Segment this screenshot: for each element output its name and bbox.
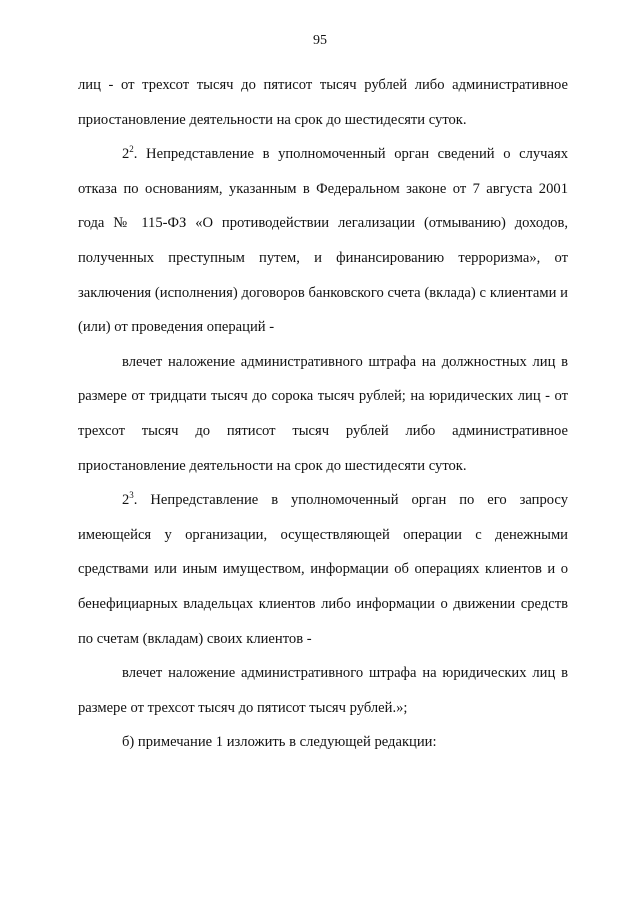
article-number-base: 2 (122, 146, 130, 163)
paragraph-note-amendment: б) примечание 1 изложить в следующей редакции: (122, 734, 437, 751)
paragraph-penalty-2-2: влечет наложение административного штрафа на должностных лиц в размере от тридцати тысяч до сорока тысяч рублей; на юридических лиц - от трехсот тысяч до пятисот тысяч рублей либо административное приостановление деятельности на срок до шестидесяти суток. (78, 353, 568, 474)
article-text: . Непредставление в уполномоченный орган сведений о случаях отказа по основаниям, указанным в Федеральном законе от 7 августа 2001 года № 115-ФЗ «О противодействии легализации (отмыванию) доходов, полученных преступным путем, и финансированию терроризма», от заключения (исполнения) договоров банковского счета (вклада) с клиентами и (или) от проведения операций - (78, 146, 568, 336)
paragraph-article-2-3 (78, 483, 568, 656)
article-number-superscript: 2 (129, 144, 134, 155)
document-body (78, 68, 568, 760)
paragraph-article-2-2 (78, 137, 568, 345)
article-text: . Непредставление в уполномоченный орган по его запросу имеющейся у организации, осуществляющей операции с денежными средствами или иным имуществом, информации об операциях клиентов и о бенефициарных владельцах клиентов либо информации о движении средств по счетам (вкладам) своих клиентов - (78, 492, 568, 647)
paragraph-penalty-2-3: влечет наложение административного штрафа на юридических лиц в размере от трехсот тысяч до пятисот тысяч рублей.»; (78, 665, 568, 716)
paragraph-penalty-continuation: лиц - от трехсот тысяч до пятисот тысяч рублей либо административное приостановление деятельности на срок до шестидесяти суток. (78, 77, 568, 128)
article-number-superscript: 3 (129, 490, 134, 501)
page-number: 95 (313, 33, 327, 48)
article-number-base: 2 (122, 492, 130, 509)
